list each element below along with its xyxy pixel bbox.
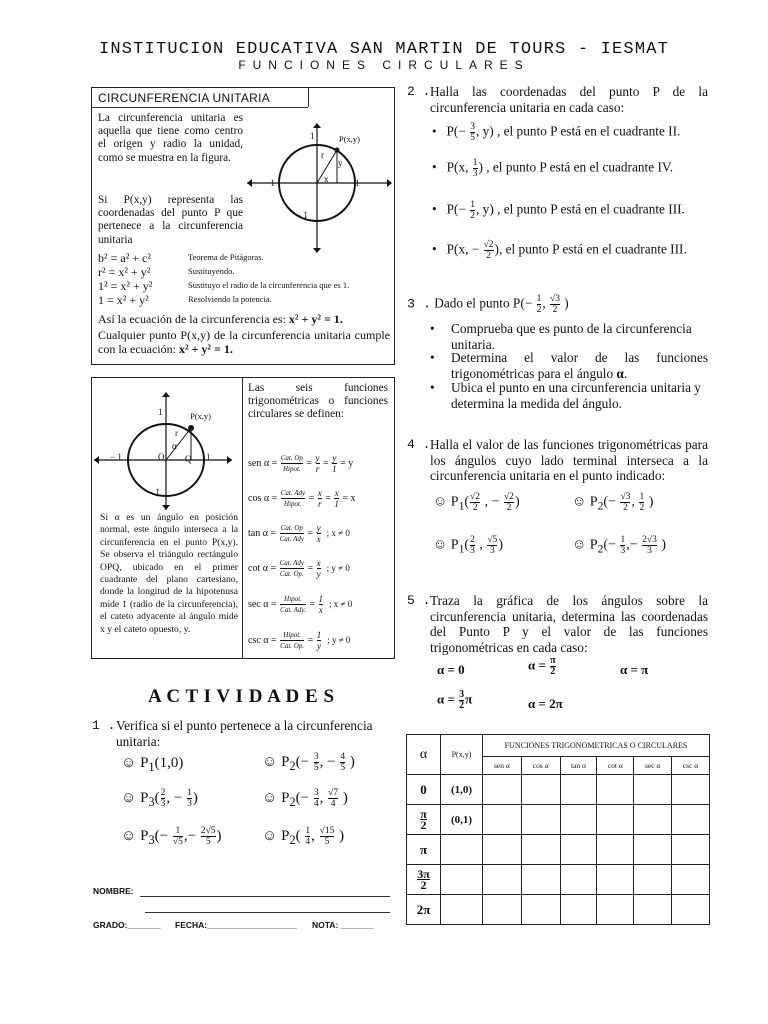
definition-row: sec α = $\frac{\text{Hipot.}}{\text{Cat. Ady.}}$ = $\frac{1}{x}$ ; x ≠ 0	[248, 594, 353, 615]
answer-cell[interactable]	[521, 805, 560, 835]
frac-den: Hipot.	[281, 498, 305, 509]
q2-number: 2 .	[407, 84, 431, 99]
fig1-point-label: P(x,y)	[339, 134, 361, 144]
frac-den: 1	[332, 464, 337, 474]
fig2-bottom-neg: − 1	[148, 487, 160, 497]
row-point[interactable]	[441, 865, 483, 895]
answer-cell[interactable]	[483, 865, 522, 895]
q3-bullet-2-text: Determina el valor de las funciones trigonométricas para el ángulo α.	[451, 350, 708, 381]
answer-cell[interactable]	[634, 895, 672, 925]
func-header-1: cos α	[521, 757, 560, 775]
step-eq-3: 1² = x² + y²	[98, 279, 153, 293]
answer-cell[interactable]	[483, 805, 522, 835]
row-alpha: $\frac{\pi}{2}$	[407, 805, 441, 835]
box-title: CIRCUNFERENCIA UNITARIA	[98, 91, 271, 105]
col-alpha-header: α	[407, 735, 441, 775]
row-alpha: $\frac{3\pi}{2}$	[407, 865, 441, 895]
q5-angle-3: α = π	[620, 662, 649, 677]
q1-item-6: ☺ $P_2$( $\frac{1}{4}$ , $\frac{√15}{5}$ )	[262, 826, 345, 847]
fig1-left-neg: − 1	[263, 178, 275, 188]
answer-cell[interactable]	[560, 895, 597, 925]
q1-item-4: ☺ $P_2(-$ $\frac{3}{4}$ , $\frac{√7}{4}$ )	[262, 788, 348, 809]
def-result: = x	[342, 492, 356, 504]
answer-cell[interactable]	[597, 865, 634, 895]
def-condition: ; x ≠ 0	[329, 598, 353, 609]
q4-item-1: ☺ $P_1$( $\frac{√2}{2}$ , − $\frac{√2}{2}$ )	[433, 492, 520, 513]
frac-num: Hipot.	[283, 631, 301, 639]
answer-cell[interactable]	[672, 835, 710, 865]
answer-cell[interactable]	[521, 775, 560, 805]
answer-cell[interactable]	[560, 865, 597, 895]
definition-row: tan α = $\frac{\text{Cat. Op}}{\text{Cat. Ady}}$ = $\frac{y}{x}$ ; x ≠ 0	[248, 523, 350, 544]
q1-number: 1 .	[92, 718, 116, 733]
fecha-field[interactable]: FECHA:___________________	[175, 920, 297, 930]
table-row	[407, 835, 710, 865]
def-name: sec α =	[248, 598, 277, 610]
q5-angle-2: α = $\frac{\pi}{2}$	[528, 655, 556, 677]
q4-item-4: ☺ $P_2(-$ $\frac{1}{3}$ ,− $\frac{2√3}{3}$ )	[572, 535, 667, 556]
frac-den: x	[316, 534, 321, 544]
nota-field[interactable]: NOTA: _______	[312, 920, 374, 930]
frac-den: Cat. Ady	[279, 535, 304, 543]
bullet: •	[432, 201, 437, 217]
answer-cell[interactable]	[483, 775, 522, 805]
bullet: •	[432, 241, 437, 257]
q4-item-3: ☺ $P_1$( $\frac{2}{3}$ , $\frac{√5}{3}$ )	[433, 535, 503, 556]
q2-item-4: • P(x, − $\frac{√2}{2}$ ), el punto P está en el cuadrante III.	[432, 240, 687, 261]
frac-den: Cat. Op.	[279, 570, 304, 578]
step-note-4: Resolviendo la potencia.	[188, 294, 272, 304]
table-row	[407, 895, 710, 925]
closing-lead: Cualquier punto P(x,y) de la circunferencia unitaria cumple con la ecuación:	[98, 328, 390, 356]
q3-bullet-1: • Comprueba que es punto de la circunferencia unitaria.	[430, 321, 708, 352]
functions-divider	[242, 378, 243, 658]
answer-cell[interactable]	[672, 805, 710, 835]
fig1-top-one: 1	[310, 131, 315, 141]
fig2-alpha-label: α	[172, 441, 177, 451]
frac-den: Cat. Ady.	[280, 606, 306, 614]
def-name: cot α =	[248, 562, 277, 574]
answer-cell[interactable]	[597, 805, 634, 835]
closing-text	[98, 328, 390, 356]
nombre-line-1[interactable]	[140, 896, 390, 897]
q2-text: Halla las coordenadas del punto P de la circunferencia unitaria en cada caso:	[430, 84, 708, 115]
fig2-left-neg: − 1	[110, 452, 122, 462]
answer-cell[interactable]	[672, 895, 710, 925]
q3-bullet-3-text: Ubica el punto en una circunferencia unitaria y determina la medida del ángulo.	[451, 380, 701, 411]
frac-num: Cat. Op	[280, 524, 303, 532]
fig2-point-label: P(x,y)	[190, 411, 212, 421]
q4-item-2: ☺ $P_2(-$ $\frac{√3}{2}$ , $\frac{1}{2}$ )	[572, 492, 654, 513]
answer-cell[interactable]	[560, 835, 597, 865]
frac-den: y	[316, 569, 321, 579]
frac-den: x	[318, 605, 323, 615]
functions-intro: Las seis funciones trigonométricas o funciones circulares se definen:	[248, 382, 388, 421]
fig2-top-one: 1	[158, 407, 163, 417]
q1-item-3: ☺ $P_3$( $\frac{2}{3}$ , − $\frac{1}{3}$ )	[121, 788, 198, 809]
func-header-5: csc α	[672, 757, 710, 775]
frac-num: y	[332, 453, 337, 463]
q5-angle-5: α = 2π	[528, 696, 563, 711]
q3-heading: 3 . Dado el punto P(− $\frac{1}{2}$ , $\frac{√3}{2}$ )	[407, 294, 569, 315]
q5-angle-1: α = 0	[437, 662, 465, 677]
answer-cell[interactable]	[521, 865, 560, 895]
subject-subtitle: FUNCIONES CIRCULARES	[238, 58, 530, 72]
frac-num: x	[334, 488, 339, 498]
frac-num: y	[316, 523, 321, 533]
answer-cell[interactable]	[483, 835, 522, 865]
unit-circle-box	[91, 87, 395, 365]
q1-text: Verifica si el punto pertenece a la circunferencia unitaria:	[116, 718, 373, 749]
q3-bullet-3: • Ubica el punto en una circunferencia unitaria y determina la medida del ángulo.	[430, 380, 708, 411]
frac-num: Cat. Op	[280, 454, 303, 462]
definition-row: csc α = $\frac{\text{Hipot.}}{\text{Cat. Op.}}$ = $\frac{1}{y}$ ; y ≠ 0	[248, 630, 351, 651]
unit-circle-para2: Si P(x,y) representa las coordenadas del punto P que pertenece a la circunferencia unitaria	[98, 194, 243, 246]
frac-den: r	[317, 499, 322, 509]
answer-cell[interactable]	[634, 835, 672, 865]
frac-num: x	[316, 558, 321, 568]
col-p-header: P(x,y)	[441, 735, 483, 775]
frac-num: 1	[316, 630, 322, 640]
func-header-2: tan α	[560, 757, 597, 775]
fig2-q-label: Q	[185, 454, 192, 464]
frac-den: Hipot.	[281, 463, 303, 474]
fig1-right-one: 1	[355, 178, 360, 188]
step-note-2: Sustituyendo.	[188, 266, 235, 276]
fig2-r-label: r	[175, 428, 178, 438]
unit-circle-para1: La circunferencia unitaria es aquella que tiene como centro el origen y radio la unidad, como se muestra en la figura.	[98, 112, 243, 164]
equation-line	[98, 312, 343, 326]
q1-item-1: ☺ $P_1(1,0)$	[121, 755, 184, 774]
frac-num: y	[315, 453, 320, 463]
q5-number: 5 .	[407, 593, 431, 608]
step-note-1: Teorema de Pitágoras.	[188, 252, 264, 262]
def-result: = y	[340, 457, 354, 469]
grado-field[interactable]: GRADO:_______	[93, 920, 161, 930]
answer-cell[interactable]	[597, 835, 634, 865]
table-row	[407, 775, 710, 805]
answer-cell[interactable]	[634, 805, 672, 835]
row-point[interactable]	[441, 835, 483, 865]
functions-box	[91, 377, 395, 659]
q2-item-3: • P(− $\frac{1}{2}$ , y) , el punto P está en el cuadrante III.	[432, 200, 685, 221]
answer-cell[interactable]	[634, 865, 672, 895]
frac-num: Cat. Ady	[279, 559, 304, 567]
frac-num: 1	[318, 594, 324, 604]
triangle-figure	[94, 392, 234, 510]
q5-angle-4: α = $\frac{3}{2}$ π	[437, 689, 473, 711]
equation-main: x² + y² = 1.	[288, 312, 343, 326]
def-name: sen α =	[248, 457, 278, 469]
step-eq-2: r² = x² + y²	[98, 265, 151, 279]
fig1-r-label: r	[321, 150, 324, 160]
bullet: •	[432, 159, 437, 175]
nombre-label: NOMBRE:	[93, 886, 134, 896]
fig1-bottom-neg: − 1	[296, 210, 308, 220]
q3-bullet-1-text: Comprueba que es punto de la circunferencia unitaria.	[451, 321, 692, 352]
definition-row: cos α = $\frac{\text{Cat. Ady}}{\text{Hipot.}}$ = $\frac{x}{r}$ = $\frac{x}{1}$ = x	[248, 488, 356, 509]
q2-item-1: • P(− $\frac{3}{5}$ , y) , el punto P está en el cuadrante II.	[432, 122, 681, 143]
frac-den: 1	[334, 499, 339, 509]
activities-heading: A C T I V I D A D E S	[148, 686, 335, 707]
def-condition: ; y ≠ 0	[327, 634, 351, 645]
fig2-origin-label: O	[158, 452, 165, 462]
answer-cell[interactable]	[672, 865, 710, 895]
answer-cell[interactable]	[521, 835, 560, 865]
step-eq-4: 1 = x² + y²	[98, 293, 149, 307]
trig-table	[406, 734, 710, 925]
q2-item-2: • P(x, $\frac{1}{3}$ ) , el punto P está en el cuadrante IV.	[432, 158, 674, 179]
definition-row: sen α = $\frac{\text{Cat. Op}}{\text{Hipot.}}$ = $\frac{y}{r}$ = $\frac{y}{1}$ = y	[248, 453, 354, 474]
def-condition: ; y ≠ 0	[326, 562, 350, 573]
q1-item-5: ☺ $P_3(-$ $\frac{1}{√5}$ ,− $\frac{2√5}{5}$ )	[121, 826, 222, 847]
q4-number: 4 .	[407, 437, 431, 452]
unit-circle-figure	[247, 123, 392, 253]
row-point[interactable]: (0,1)	[441, 805, 483, 835]
answer-cell[interactable]	[521, 895, 560, 925]
func-header-3: cot α	[597, 757, 634, 775]
bullet: •	[432, 123, 437, 139]
def-name: tan α =	[248, 527, 277, 539]
definition-row: cot α = $\frac{\text{Cat. Ady}}{\text{Cat. Op.}}$ = $\frac{x}{y}$ ; y ≠ 0	[248, 558, 350, 579]
frac-num: Cat. Ady	[280, 489, 306, 497]
title-underline	[92, 107, 308, 108]
answer-cell[interactable]	[597, 775, 634, 805]
group-header: FUNCIONES TRIGONOMETRICAS O CIRCULARES	[483, 735, 710, 757]
fig1-y-label: y	[338, 158, 343, 168]
q3-number: 3 .	[407, 296, 431, 312]
func-header-0: sen α	[483, 757, 522, 775]
q1-item-2: ☺ $P_2(-$ $\frac{3}{5}$ , − $\frac{4}{5}$ )	[262, 752, 355, 773]
q4-text: Halla el valor de las funciones trigonométricas para los ángulos cuyo lado terminal interseca a la circunferencia unitaria en el punto indicado:	[430, 437, 708, 483]
row-alpha: 2π	[407, 895, 441, 925]
table-row	[407, 865, 710, 895]
answer-cell[interactable]	[560, 805, 597, 835]
answer-cell[interactable]	[483, 895, 522, 925]
frac-num: Hipot.	[284, 595, 302, 603]
q5-text: Traza la gráfica de los ángulos sobre la circunferencia unitaria, determina las coordenadas del Punto P y el valor de las funciones trigonométricas en cada caso:	[430, 593, 708, 655]
functions-description: Si α es un ángulo en posición normal, este ángulo interseca a la circunferencia en el punto P(x,y). Se observa el triángulo rectángulo OPQ, ubicado en el primer cuadrante del plano cartesiano, donde la longitud de la hipotenusa mide 1 (radio de la circunferencia), el cateto adyacente al ángulo mide x y el cateto opuesto, y.	[100, 512, 238, 635]
q3-bullet-2: • Determina el valor de las funciones trigonométricas para el ángulo α.	[430, 350, 708, 381]
fig1-x-label: x	[324, 174, 329, 184]
row-point[interactable]: (1,0)	[441, 775, 483, 805]
frac-den: r	[315, 464, 320, 474]
step-eq-1: b² = a² + c²	[98, 251, 151, 265]
equation-main-2: x² + y² = 1.	[178, 342, 233, 356]
def-name: cos α =	[248, 492, 278, 504]
answer-cell[interactable]	[560, 775, 597, 805]
def-name: csc α =	[248, 634, 277, 646]
row-alpha: 0	[407, 775, 441, 805]
frac-den: Cat. Op.	[280, 642, 305, 650]
equation-lead: Así la ecuación de la circunferencia es:	[98, 312, 286, 326]
fig2-right-one: 1	[206, 452, 211, 462]
answer-cell[interactable]	[597, 895, 634, 925]
answer-cell[interactable]	[634, 775, 672, 805]
school-title: INSTITUCION EDUCATIVA SAN MARTIN DE TOURS - IESMAT	[98, 40, 670, 59]
row-point[interactable]	[441, 895, 483, 925]
title-side-line	[308, 88, 309, 107]
row-alpha: π	[407, 835, 441, 865]
nombre-line-2[interactable]	[145, 912, 390, 913]
frac-den: y	[316, 641, 321, 651]
def-condition: ; x ≠ 0	[326, 527, 350, 538]
frac-num: x	[317, 488, 322, 498]
table-row	[407, 805, 710, 835]
step-note-3: Sustituyo el radio de la circunferencia que es 1.	[188, 280, 350, 290]
func-header-4: sec α	[634, 757, 672, 775]
answer-cell[interactable]	[672, 775, 710, 805]
